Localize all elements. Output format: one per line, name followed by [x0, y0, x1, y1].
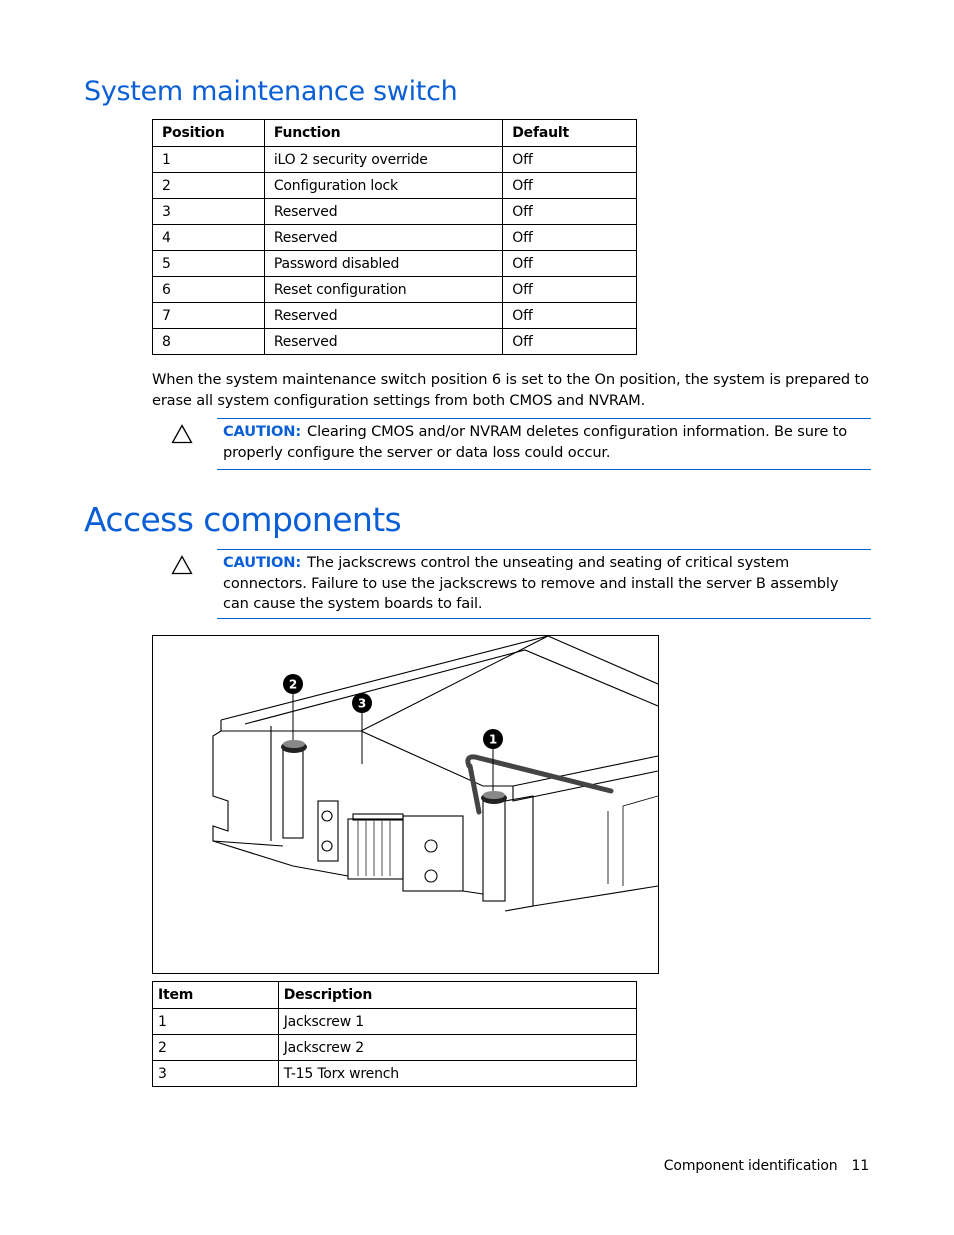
warning-triangle-icon	[171, 424, 193, 444]
callout-number: 2	[288, 677, 298, 692]
table-row	[153, 1035, 637, 1061]
table-row	[153, 225, 637, 251]
caution-cmos-nvram	[217, 418, 871, 470]
column-header: Default	[503, 120, 637, 147]
section-title-access-components: Access components	[84, 500, 402, 539]
table-cell: Off	[503, 225, 637, 251]
callout-number: 3	[357, 696, 367, 711]
table-cell: Reserved	[264, 225, 502, 251]
table-cell: 4	[153, 225, 265, 251]
table-cell: Configuration lock	[264, 173, 502, 199]
callout-1	[483, 729, 503, 749]
table-cell: 2	[153, 1035, 279, 1061]
table-cell: 1	[153, 147, 265, 173]
table-row	[153, 1061, 637, 1087]
column-header: Function	[264, 120, 502, 147]
table-cell: 2	[153, 173, 265, 199]
table-header-row	[153, 120, 637, 147]
warning-triangle-icon	[171, 555, 193, 575]
table-row	[153, 303, 637, 329]
table-cell: 3	[153, 1061, 279, 1087]
table-row	[153, 147, 637, 173]
callout-2	[283, 674, 303, 694]
page-number: 11	[851, 1158, 869, 1174]
table-cell: 6	[153, 277, 265, 303]
caution-text: The jackscrews control the unseating and seating of critical system connectors. Failure to use the jackscrews to remove and install the server B assembly can cause the system boards to fail.	[223, 554, 839, 612]
table-header-row	[153, 982, 637, 1009]
table-row	[153, 199, 637, 225]
caution-jackscrews	[217, 549, 871, 619]
callout-layer	[153, 636, 658, 973]
table-cell: Off	[503, 251, 637, 277]
switch-positions-table	[152, 119, 637, 355]
server-b-assembly-illustration	[152, 635, 659, 974]
table-cell: Off	[503, 303, 637, 329]
table-cell: T-15 Torx wrench	[278, 1061, 636, 1087]
callout-legend-table	[152, 981, 637, 1087]
callout-number: 1	[488, 732, 498, 747]
column-header: Item	[153, 982, 279, 1009]
table-row	[153, 277, 637, 303]
table-cell: Off	[503, 173, 637, 199]
table-cell: Off	[503, 329, 637, 355]
table-cell: iLO 2 security override	[264, 147, 502, 173]
table-row	[153, 251, 637, 277]
table-cell: Off	[503, 147, 637, 173]
caution-label: CAUTION:	[223, 423, 302, 440]
page-footer	[664, 1158, 869, 1174]
table-cell: 5	[153, 251, 265, 277]
caution-text: Clearing CMOS and/or NVRAM deletes configuration information. Be sure to properly configure the server or data loss could occur.	[223, 423, 847, 461]
column-header: Position	[153, 120, 265, 147]
table-cell: Reset configuration	[264, 277, 502, 303]
table-cell: 8	[153, 329, 265, 355]
table-cell: Jackscrew 1	[278, 1009, 636, 1035]
table-cell: Jackscrew 2	[278, 1035, 636, 1061]
caution-label: CAUTION:	[223, 554, 302, 571]
table-row	[153, 173, 637, 199]
column-header: Description	[278, 982, 636, 1009]
table-cell: Off	[503, 199, 637, 225]
table-row	[153, 329, 637, 355]
table-cell: Off	[503, 277, 637, 303]
table-cell: 1	[153, 1009, 279, 1035]
table-cell: Reserved	[264, 303, 502, 329]
table-cell: Password disabled	[264, 251, 502, 277]
table-cell: 3	[153, 199, 265, 225]
reset-explanation-paragraph: When the system maintenance switch position 6 is set to the On position, the system is prepared to erase all system configuration settings from both CMOS and NVRAM.	[152, 371, 869, 409]
table-row	[153, 1009, 637, 1035]
table-cell: Reserved	[264, 329, 502, 355]
footer-section-name: Component identification	[663, 1158, 838, 1174]
section-title-system-maintenance-switch: System maintenance switch	[84, 76, 458, 107]
table-cell: 7	[153, 303, 265, 329]
callout-3	[352, 693, 372, 713]
table-cell: Reserved	[264, 199, 502, 225]
